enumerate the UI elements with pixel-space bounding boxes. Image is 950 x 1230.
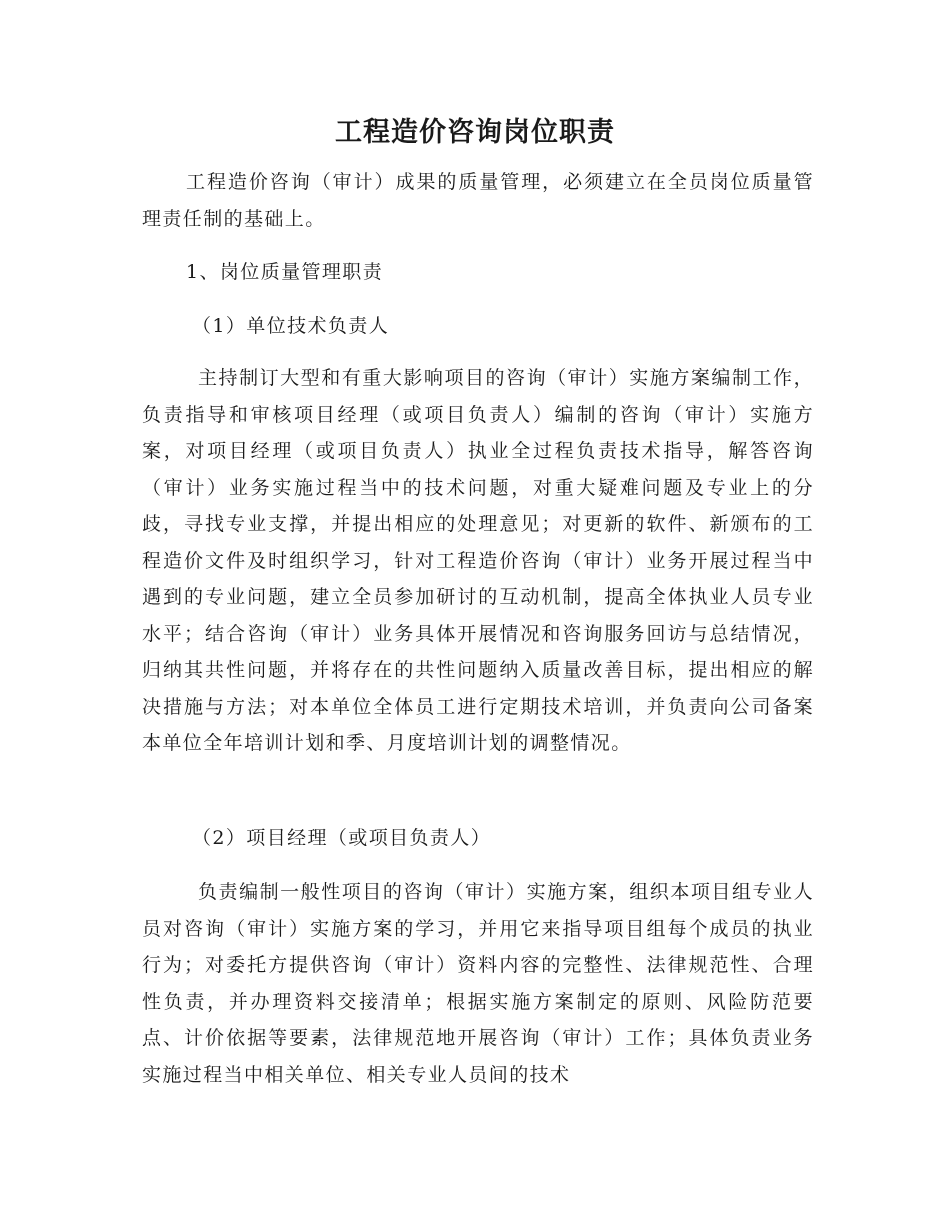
section-heading-1: 1、岗位质量管理职责 [186,261,384,283]
intro-paragraph: 工程造价咨询（审计）成果的质量管理，必须建立在全员岗位质量管理责任制的基础上。 [142,171,814,230]
subsection-body-1: 主持制订大型和有重大影响项目的咨询（审计）实施方案编制工作，负责指导和审核项目经理（或项目负责人）编制的咨询（审计）实施方案，对项目经理（或项目负责人）执业全过程负责技术指导，解答咨询（审计）业务实施过程当中的技术问题，对重大疑难问题及专业上的分歧，寻找专业支撑，并提出相应的处理意见；对更新的软件、新颁布的工程造价文件及时组织学习，针对工程造价咨询（审计）业务开展过程当中遇到的专业问题，建立全员参加研讨的互动机制，提高全体执业人员专业水平；结合咨询（审计）业务具体开展情况和咨询服务回访与总结情况，归纳其共性问题，并将存在的共性问题纳入质量改善目标，提出相应的解决措施与方法；对本单位全体员工进行定期技术培训，并负责向公司备案本单位全年培训计划和季、月度培训计划的调整情况。 [142,367,814,754]
subsection-heading-1: （1）单位技术负责人 [192,315,390,337]
document-title: 工程造价咨询岗位职责 [335,117,615,148]
subsection-heading-2: （2）项目经理（或项目负责人） [192,827,492,849]
subsection-body-2: 负责编制一般性项目的咨询（审计）实施方案，组织本项目组专业人员对咨询（审计）实施方案的学习，并用它来指导项目组每个成员的执业行为；对委托方提供咨询（审计）资料内容的完整性、法律规范性、合理性负责，并办理资料交接清单；根据实施方案制定的原则、风险防范要点、计价依据等要素，法律规范地开展咨询（审计）工作；具体负责业务实施过程当中相关单位、相关专业人员间的技术 [142,881,814,1086]
